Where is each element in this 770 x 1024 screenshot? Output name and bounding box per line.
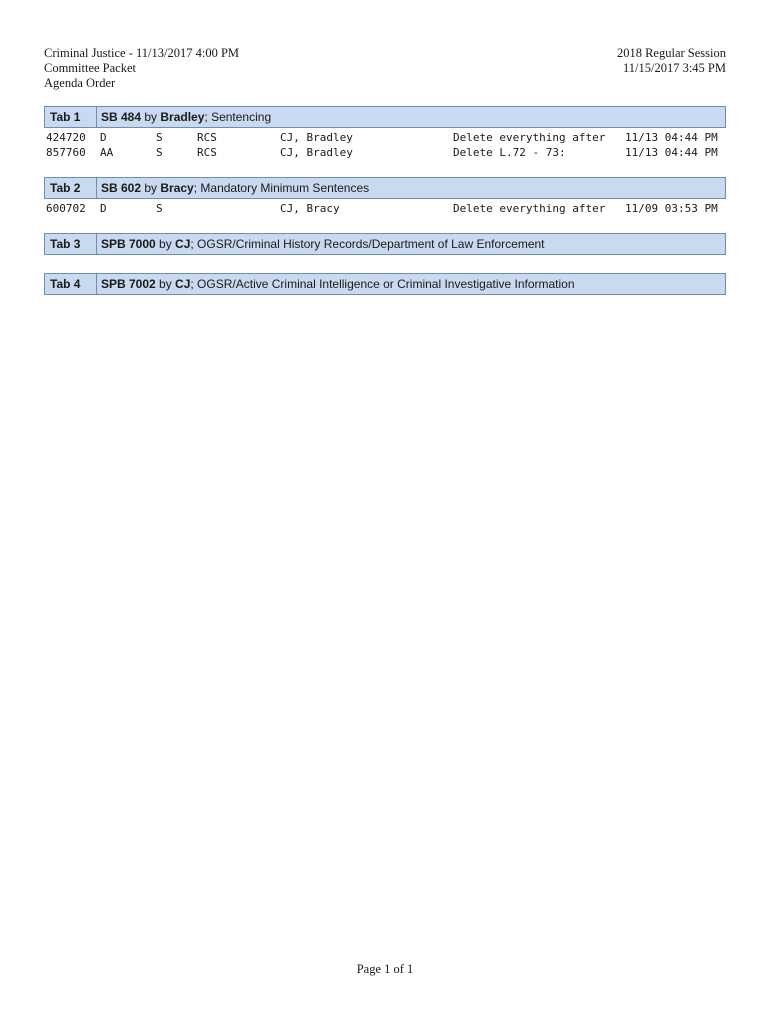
amendment-id: 857760	[46, 146, 86, 159]
amendment-chamber: S	[156, 131, 163, 144]
tab-label: Tab 2	[45, 178, 97, 198]
header-right	[617, 46, 726, 76]
sponsor: Bradley	[160, 110, 205, 124]
amendment-sponsor: CJ, Bradley	[280, 131, 353, 144]
by-text: by	[155, 277, 176, 291]
amendment-row	[44, 130, 726, 145]
bill-number: SB 602	[101, 181, 142, 195]
bill-number: SPB 7000	[101, 237, 156, 251]
print-timestamp: 11/15/2017 3:45 PM	[622, 61, 726, 75]
amendment-date: 11/09 03:53 PM	[625, 202, 718, 215]
amendment-status: RCS	[197, 131, 217, 144]
bill-title	[97, 274, 575, 294]
amendment-row	[44, 201, 726, 216]
agenda-tabs	[44, 106, 726, 306]
amendment-id: 424720	[46, 131, 86, 144]
amendment-sponsor: CJ, Bradley	[280, 146, 353, 159]
bill-subject: ; OGSR/Criminal History Records/Department of Law Enforcement	[190, 237, 545, 251]
bill-title	[97, 107, 271, 127]
bill-title	[97, 234, 545, 254]
session-name: 2018 Regular Session	[616, 46, 726, 60]
bill-number: SPB 7002	[101, 277, 156, 291]
tab-label: Tab 3	[45, 234, 97, 254]
tab-bar	[44, 177, 726, 199]
amendment-chamber: S	[156, 202, 163, 215]
bill-subject: ; Mandatory Minimum Sentences	[193, 181, 370, 195]
agenda-order: Agenda Order	[44, 76, 116, 90]
sponsor: CJ	[175, 237, 191, 251]
by-text: by	[141, 181, 161, 195]
bill-title	[97, 178, 369, 198]
header-left	[44, 46, 239, 91]
bill-subject: ; Sentencing	[204, 110, 272, 124]
tab-bar	[44, 273, 726, 295]
amendment-status: RCS	[197, 146, 217, 159]
amendment-id: 600702	[46, 202, 86, 215]
amendment-description: Delete L.72 - 73:	[453, 146, 566, 159]
page-number: Page 1 of 1	[356, 962, 414, 976]
amendment-type: D	[100, 202, 107, 215]
tab-block-2	[44, 177, 726, 222]
amendment-list	[44, 199, 726, 222]
bill-number: SB 484	[101, 110, 142, 124]
amendment-description: Delete everything after	[453, 202, 606, 215]
tab-block-1	[44, 106, 726, 166]
tab-bar	[44, 233, 726, 255]
amendment-date: 11/13 04:44 PM	[625, 146, 718, 159]
amendment-sponsor: CJ, Bracy	[280, 202, 340, 215]
amendment-list	[44, 128, 726, 166]
tab-block-4	[44, 273, 726, 295]
amendment-row	[44, 145, 726, 160]
amendment-chamber: S	[156, 146, 163, 159]
bill-subject: ; OGSR/Active Criminal Intelligence or Criminal Investigative Information	[190, 277, 575, 291]
by-text: by	[155, 237, 176, 251]
sponsor: CJ	[175, 277, 191, 291]
tab-label: Tab 4	[45, 274, 97, 294]
tab-block-3	[44, 233, 726, 255]
sponsor: Bracy	[160, 181, 194, 195]
amendment-date: 11/13 04:44 PM	[625, 131, 718, 144]
amendment-type: AA	[100, 146, 114, 159]
committee-meeting: Criminal Justice - 11/13/2017 4:00 PM	[44, 46, 240, 60]
tab-label: Tab 1	[45, 107, 97, 127]
amendment-description: Delete everything after	[453, 131, 606, 144]
by-text: by	[141, 110, 161, 124]
tab-bar	[44, 106, 726, 128]
amendment-type: D	[100, 131, 107, 144]
packet-type: Committee Packet	[44, 61, 136, 75]
